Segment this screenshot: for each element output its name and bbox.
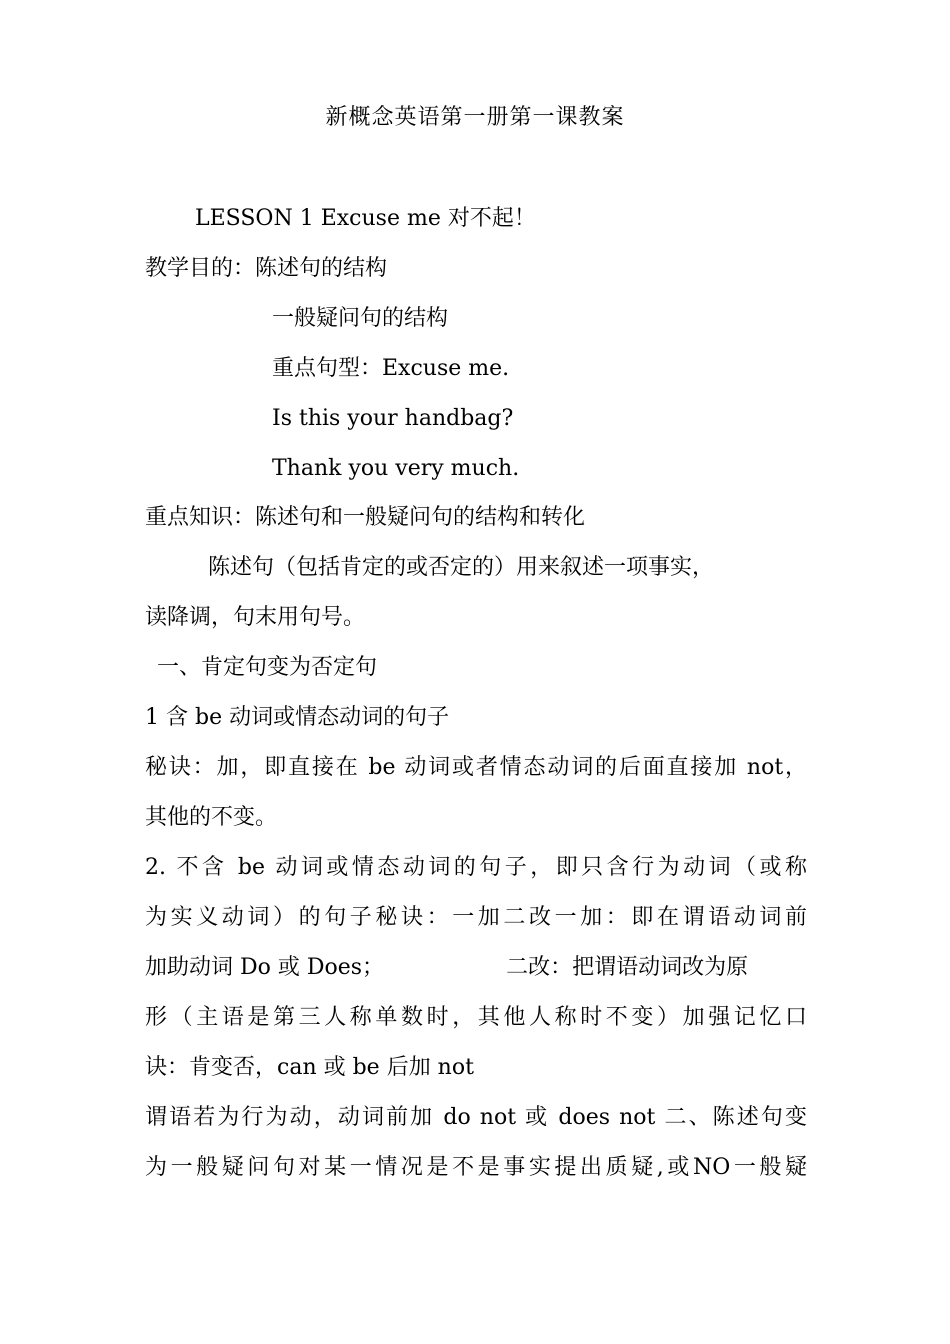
paragraph-line: 秘诀：加，即直接在 be 动词或者情态动词的后面直接加 not， <box>145 755 807 780</box>
key-sentence-line: 重点句型：Excuse me. <box>272 356 510 381</box>
section-heading: 一、肯定句变为否定句 <box>157 655 378 680</box>
rule-heading: 1 含 be 动词或情态动词的句子 <box>145 705 450 730</box>
paragraph-line: 读降调，句末用句号。 <box>145 605 366 630</box>
key-sentence-line: Thank you very much. <box>272 456 520 481</box>
key-sentence-line: Is this your handbag? <box>272 406 514 431</box>
paragraph-segment: 二改：把谓语动词改为原 <box>506 955 749 980</box>
document-title: 新概念英语第一册第一课教案 <box>325 105 625 130</box>
key-knowledge-line: 重点知识：陈述句和一般疑问句的结构和转化 <box>145 505 586 530</box>
paragraph-line: 形（主语是第三人称单数时，其他人称时不变）加强记忆口 <box>145 1005 807 1030</box>
paragraph-line: 2. 不含 be 动词或情态动词的句子，即只含行为动词（或称 <box>145 855 807 880</box>
paragraph-line: 为实义动词）的句子秘诀：一加二改一加：即在谓语动词前 <box>145 905 807 930</box>
paragraph-segment: 加助动词 Do 或 Does； <box>145 955 385 980</box>
teaching-goal-line: 一般疑问句的结构 <box>272 306 449 331</box>
paragraph-line: 为一般疑问句对某一情况是不是事实提出质疑,或NO一般疑 <box>145 1155 807 1180</box>
paragraph-line: 谓语若为行为动，动词前加 do not 或 does not 二、陈述句变 <box>145 1105 807 1130</box>
lesson-heading: LESSON 1 Excuse me 对不起！ <box>195 206 536 231</box>
paragraph-line: 诀：肯变否，can 或 be 后加 not <box>145 1055 474 1080</box>
paragraph-line <box>145 950 748 986</box>
paragraph-line: 陈述句（包括肯定的或否定的）用来叙述一项事实， <box>208 555 715 580</box>
teaching-goal-line: 教学目的：陈述句的结构 <box>145 256 388 281</box>
paragraph-line: 其他的不变。 <box>145 805 278 830</box>
